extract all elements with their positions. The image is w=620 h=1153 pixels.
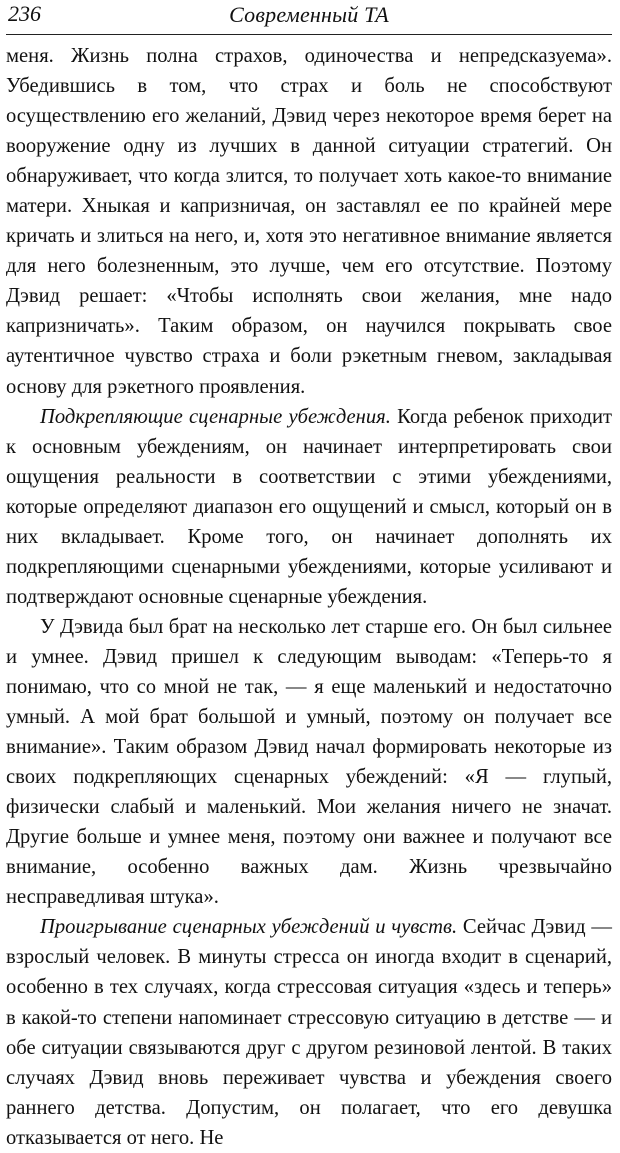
paragraph (6, 612, 612, 912)
paragraph (6, 912, 612, 1152)
paragraph-text: Сейчас Дэвид — взрослый человек. В минуты стресса он иногда входит в сценарий, особенно в тех случаях, когда стрессовая ситуация «здесь и теперь» в какой-то степени напоминает стрессовую ситуацию в детстве — и обе ситуации связываются друг с другом резиновой лентой. В таких случаях Дэвид вновь переживает чувства и убеждения своего раннего детства. Допустим, он полагает, что его девушка отказывается от него. Не (6, 916, 612, 1149)
running-title: Современный ТА (229, 2, 389, 27)
page-number: 236 (8, 1, 41, 26)
page-header (6, 0, 612, 35)
paragraph-text: Когда ребенок приходит к основным убеждениям, он начинает интерпретировать свои ощущения реальности в соответствии с этими убеждениями, которые определяют диапазон его ощущений и смысл, который он в них вкладывает. Кроме того, он начинает дополнять их подкрепляющими сценарными убеждениями, которые усиливают и подтверждают основные сценарные убеждения. (6, 405, 612, 608)
paragraph (6, 41, 612, 402)
section-lead: Подкрепляющие сценарные убеждения. (40, 405, 391, 428)
paragraph-text: меня. Жизнь полна страхов, одиночества и непредсказуема». Убедившись в том, что страх и боль не способствуют осуществлению его желаний, Дэвид через некоторое время берет на вооружение одну из лучших в данной ситуации стратегий. Он обнаруживает, что когда злится, то получает хоть какое-то внимание матери. Хныкая и капризничая, он заставлял ее по крайней мере кричать и злиться на него, и, хотя это негативное внимание является для него болезненным, это лучше, чем его отсутствие. Поэтому Дэвид решает: «Чтобы исполнять свои желания, мне надо капризничать». Таким образом, он научился покрывать свое аутентичное чувство страха и боли рэкетным гневом, закладывая основу для рэкетного проявления. (6, 45, 612, 398)
paragraph-text: У Дэвида был брат на несколько лет старше его. Он был сильнее и умнее. Дэвид пришел к следующим выводам: «Теперь-то я понимаю, что со мной не так, — я еще маленький и недостаточно умный. А мой брат большой и умный, поэтому он получает все внимание». Таким образом Дэвид начал формировать некоторые из своих подкрепляющих сценарных убеждений: «Я — глупый, физически слабый и маленький. Мои желания ничего не значат. Другие больше и умнее меня, поэтому они важнее и получают все внимание, особенно важных дам. Жизнь чрезвычайно несправедливая штука». (6, 615, 612, 909)
body-text (6, 41, 612, 1153)
section-lead: Проигрывание сценарных убеждений и чувств. (40, 916, 458, 939)
paragraph (6, 402, 612, 612)
